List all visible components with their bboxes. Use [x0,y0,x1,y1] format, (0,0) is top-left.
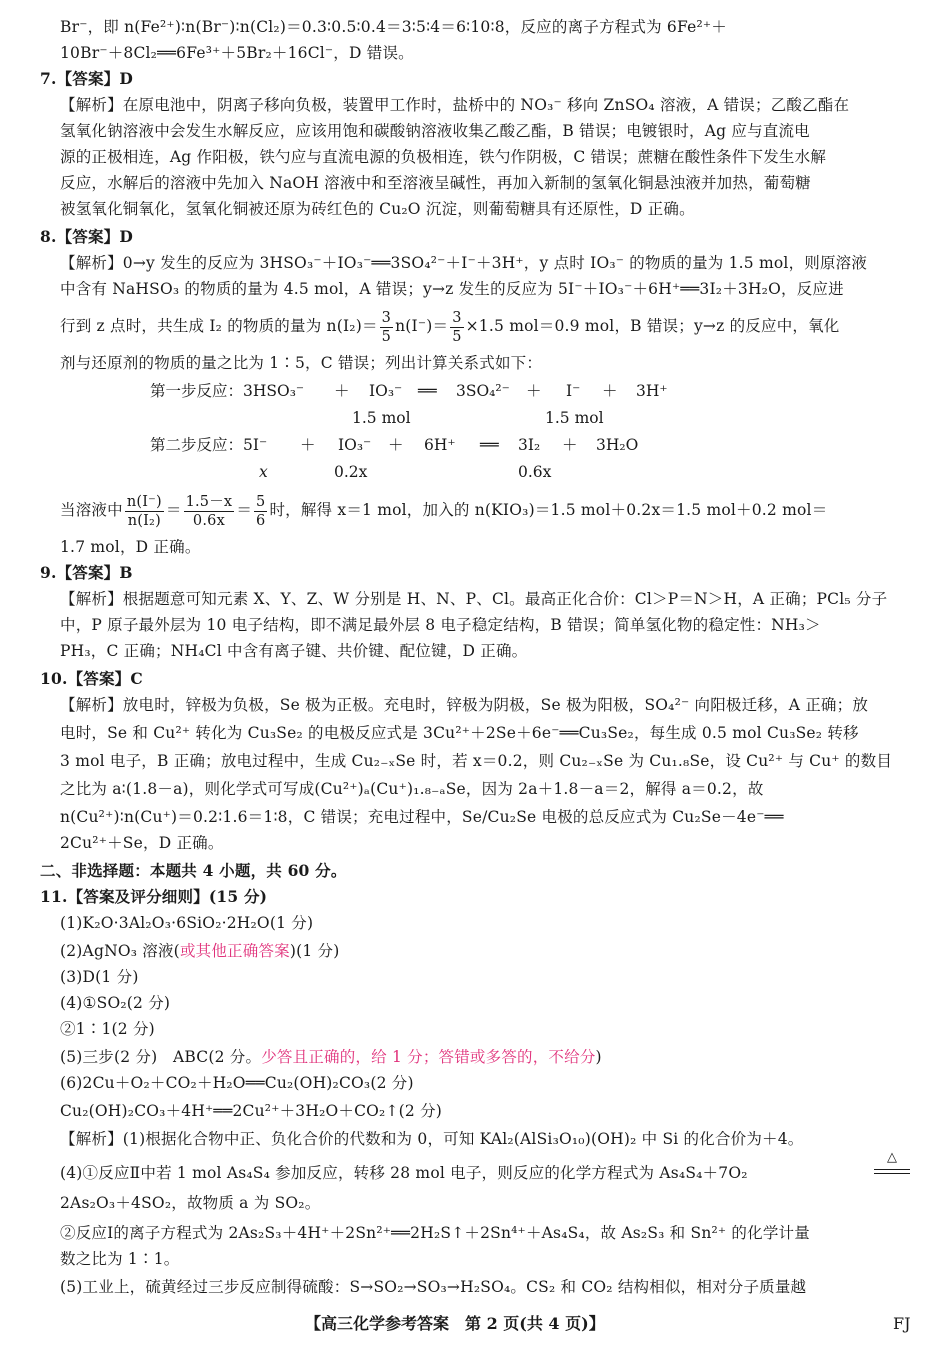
equals-bar [874,1169,910,1170]
species: 3SO₄²⁻ [456,382,510,400]
text-line: 10Br⁻＋8Cl₂══6Fe³⁺＋5Br₂＋16Cl⁻，D 错误。 [60,44,414,62]
quantity: x [259,463,268,481]
text-line: 【解析】根据题意可知元素 X、Y、Z、W 分别是 H、N、P、Cl。最高正化合价：Cl＞P＝N＞H，A 正确；PCl₅ 分子 [60,590,888,608]
scoring-note: 少答且正确的，给 1 分；答错或多答的，不给分 [261,1048,596,1066]
fraction-numerator: 3 [452,309,462,326]
text-line: 被氢氧化铜氧化，氢氧化铜被还原为砖红色的 Cu₂O 沉淀，则葡萄糖具有还原性，D 正确。 [60,200,695,218]
answer-line: ②1∶1(2 分) [60,1020,155,1038]
text-line: 剂与还原剂的物质的量之比为 1∶5，C 错误；列出计算关系式如下： [60,354,543,372]
answer-line: (4)①SO₂(2 分) [60,994,171,1012]
text-segment: )(1 分) [289,942,340,960]
text-segment: ) [595,1048,602,1066]
text-line: n(Cu²⁺)∶n(Cu⁺)＝0.2∶1.6＝1∶8，C 错误；充电过程中，Se/Cu₂Se 电极的总反应式为 Cu₂Se－4e⁻══ [60,808,784,826]
fraction-denominator: n(I₂) [127,512,161,529]
text-line: 源的正极相连，Ag 作阳极，铁勺应与直流电源的负极相连，铁勺作阴极，C 错误；蔗糖在酸性条件下发生水解 [60,148,827,166]
plus-sign: ＋ [562,436,578,454]
text-line: 【解析】在原电池中，阴离子移向负极，装置甲工作时，盐桥中的 NO₃⁻ 移向 ZnSO₄ 溶液，A 错误；乙酸乙酯在 [60,96,850,114]
quantity: 1.5 mol [352,409,411,427]
footer-code: FJ [893,1314,911,1333]
text-segment: 行到 z 点时，共生成 I₂ 的物质的量为 n(I₂)＝ [60,317,378,335]
text-line: 数之比为 1∶1。 [60,1250,180,1268]
text-line: 之比为 a∶(1.8－a)，则化学式可写成(Cu²⁺)ₐ(Cu⁺)₁.₈₋ₐSe，因为 2a＋1.8－a＝2，解得 a＝0.2，故 [60,780,764,798]
plus-sign: ＋ [334,382,350,400]
answer-line [60,938,912,964]
text-line: 中含有 NaHSO₃ 的物质的量为 4.5 mol，A 错误；y→z 发生的反应为 5I⁻＋IO₃⁻＋6H⁺══3I₂＋3H₂O，反应进 [60,280,844,298]
fraction-numerator: 3 [381,309,392,326]
text-line: 反应，水解后的溶液中先加入 NaOH 溶液中和至溶液呈碱性，再加入新制的氢氧化铜悬浊液并加热，葡萄糖 [60,174,811,192]
scoring-note: 或其他正确答案 [179,942,290,960]
text-line-with-fractions [60,488,912,532]
text-line: (5)工业上，硫黄经过三步反应制得硫酸：S→SO₂→SO₃→H₂SO₄。CS₂ 和 CO₂ 结构相似，相对分子质量越 [60,1278,807,1296]
text-line: 3 mol 电子，B 正确；放电过程中，生成 Cu₂₋ₓSe 时，若 x＝0.2，则 Cu₂₋ₓSe 为 Cu₁.₈Se，设 Cu²⁺ 与 Cu⁺ 的数目 [60,752,893,770]
fraction-denominator: 0.6x [192,512,225,529]
text-line: 【解析】放电时，锌极为负极，Se 极为正极。充电时，锌极为阴极，Se 极为阳极，SO₄²⁻ 向阳极迁移，A 正确；放 [60,696,869,714]
text-line-with-fractions [60,304,912,348]
text-line: 2Cu²⁺＋Se，D 正确。 [60,834,224,852]
fraction-numerator: 1.5－x [185,493,233,510]
fraction-denominator: 5 [452,328,462,345]
text-line: PH₃，C 正确；NH₄Cl 中含有离子键、共价键、配位键，D 正确。 [60,642,528,660]
answer-line [60,1044,912,1070]
question-7-answer: 7.【答案】D [40,69,134,88]
species: IO₃⁻ [369,382,403,400]
text-line [60,1160,912,1186]
fraction [254,493,267,530]
text-segment: (5)三步(2 分) ABC(2 分。 [60,1048,262,1066]
answer-line: (6)2Cu＋O₂＋CO₂＋H₂O══Cu₂(OH)₂CO₃(2 分) [60,1074,414,1092]
step2-label: 第二步反应：5I⁻ [150,436,268,454]
text-line: 中，P 原子最外层为 10 电子结构，即不满足最外层 8 电子稳定结构，B 错误；简单氢化物的稳定性：NH₃＞ [60,616,821,634]
text-line: 【解析】(1)根据化合物中正、负化合价的代数和为 0，可知 KAl₂(AlSi₃O₁₀)(OH)₂ 中 Si 的化合价为＋4。 [60,1130,804,1148]
text-line: 2As₂O₃＋4SO₂，故物质 a 为 SO₂。 [60,1194,321,1212]
species: 6H⁺ [424,436,456,454]
text-segment: (4)①反应Ⅱ中若 1 mol As₄S₄ 参加反应，转移 28 mol 电子，则反应的化学方程式为 As₄S₄＋7O₂ [60,1164,748,1182]
question-8-answer: 8.【答案】D [40,227,134,246]
text-line: 电时，Se 和 Cu²⁺ 转化为 Cu₃Se₂ 的电极反应式是 3Cu²⁺＋2Se＋6e⁻══Cu₃Se₂，每生成 0.5 mol Cu₃Se₂ 转移 [60,724,859,742]
text-segment: 当溶液中 [60,501,123,519]
equals-sign: ══ [418,382,437,400]
fraction-denominator: 6 [256,512,266,529]
equals-bar [874,1173,910,1174]
equals-sign: ＝ [236,501,253,519]
question-9-answer: 9.【答案】B [40,563,133,582]
quantity: 0.2x [334,463,368,481]
fraction-numerator: 5 [256,493,266,510]
quantity: 1.5 mol [545,409,604,427]
text-segment: n(I⁻)＝ [395,317,449,335]
text-segment: ×1.5 mol＝0.9 mol，B 错误；y→z 的反应中，氧化 [465,317,840,335]
fraction [184,493,235,530]
fraction-numerator: n(I⁻) [126,493,162,510]
heat-symbol: △ [887,1150,897,1165]
species: IO₃⁻ [338,436,372,454]
text-line: ②反应Ⅰ的离子方程式为 2As₂S₃＋4H⁺＋2Sn²⁺══2H₂S↑＋2Sn⁴⁺＋As₄S₄，故 As₂S₃ 和 Sn²⁺ 的化学计量 [60,1224,810,1242]
fraction-denominator: 5 [381,328,392,345]
plus-sign: ＋ [602,382,618,400]
footer-title: 【高三化学参考答案 第 2 页(共 4 页)】 [305,1314,605,1333]
fraction [380,309,393,346]
answer-line: (3)D(1 分) [60,968,139,986]
text-line: 【解析】0→y 发生的反应为 3HSO₃⁻＋IO₃⁻══3SO₄²⁻＋I⁻＋3H⁺，y 点时 IO₃⁻ 的物质的量为 1.5 mol，则原溶液 [60,254,868,272]
species: 3H⁺ [636,382,668,400]
text-segment: 时，解得 x＝1 mol，加入的 n(KIO₃)＝1.5 mol＋0.2x＝1.5 mol＋0.2 mol＝ [269,501,828,519]
fraction [125,493,164,530]
text-line: 1.7 mol，D 正确。 [60,538,201,556]
species: I⁻ [566,382,581,400]
section-heading: 二、非选择题：本题共 4 小题，共 60 分。 [40,861,347,880]
text-line: Br⁻，即 n(Fe²⁺)∶n(Br⁻)∶n(Cl₂)＝0.3∶0.5∶0.4＝3∶5∶4＝6∶10∶8，反应的离子方程式为 6Fe²⁺＋ [60,18,727,36]
plus-sign: ＋ [388,436,404,454]
answer-line: (1)K₂O·3Al₂O₃·6SiO₂·2H₂O(1 分) [60,914,314,932]
equals-sign: ══ [480,436,499,454]
question-10-answer: 10.【答案】C [40,669,143,688]
question-11-heading: 11.【答案及评分细则】(15 分) [40,887,268,906]
text-line: 氢氧化钠溶液中会发生水解反应，应该用饱和碳酸钠溶液收集乙酸乙酯，B 错误；电镀银时，Ag 应与直流电 [60,122,810,140]
step1-label: 第一步反应：3HSO₃⁻ [150,382,305,400]
equals-sign: ＝ [165,501,182,519]
text-segment: (2)AgNO₃ 溶液( [60,942,180,960]
species: 3I₂ [518,436,541,454]
fraction [450,309,463,346]
answer-line: Cu₂(OH)₂CO₃＋4H⁺══2Cu²⁺＋3H₂O＋CO₂↑(2 分) [60,1102,443,1120]
heating-condition-mark [874,1150,910,1174]
quantity: 0.6x [518,463,552,481]
species: 3H₂O [596,436,639,454]
plus-sign: ＋ [526,382,542,400]
plus-sign: ＋ [300,436,316,454]
